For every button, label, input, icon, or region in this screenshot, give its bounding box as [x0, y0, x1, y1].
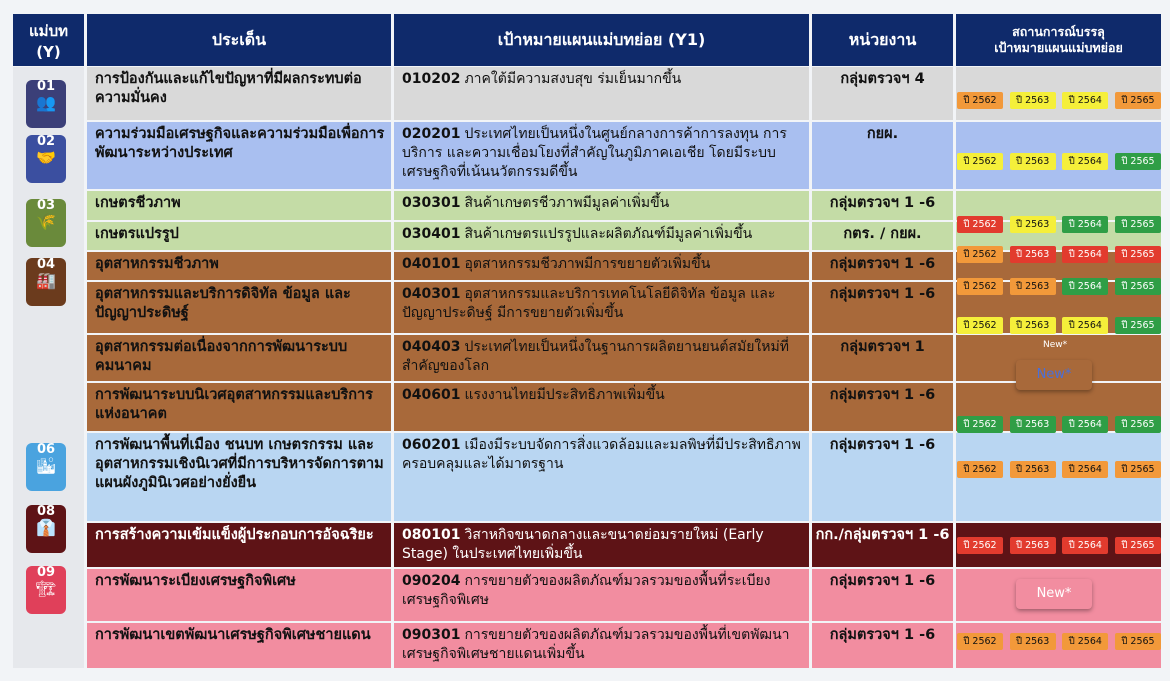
row-unit: กตร. / กยผ.: [812, 222, 953, 250]
row-goal: [394, 282, 809, 333]
status-badge-row: [957, 92, 1161, 109]
goal-text: อุตสาหกรรมและบริการเทคโนโลยีดิจิทัล ข้อมูล และปัญญาประดิษฐ์ มีการขยายตัวเพิ่มขึ้น: [402, 286, 776, 321]
new-badge-button[interactable]: New*: [1016, 360, 1092, 390]
people-icon: 👥: [36, 93, 56, 112]
plan-number: 06: [36, 442, 56, 457]
goal-code: 010202: [402, 71, 461, 87]
plan-icon-01: [26, 80, 66, 128]
plan-icon-09: [26, 566, 66, 614]
status-badge: ปี 2564: [1062, 278, 1108, 295]
plan-icon-02: [26, 135, 66, 183]
status-badge: ปี 2562: [957, 153, 1003, 170]
status-badge: ปี 2562: [957, 537, 1003, 554]
zone-icon: 🏗: [35, 579, 57, 598]
header-plan: แม่บท (Y): [13, 14, 84, 66]
status-badge: ปี 2565: [1115, 246, 1161, 263]
row-goal: [394, 523, 809, 567]
status-badge: ปี 2565: [1115, 461, 1161, 478]
goal-code: 060201: [402, 437, 461, 453]
status-badge: ปี 2563: [1010, 278, 1056, 295]
row-topic: การพัฒนาเขตพัฒนาเศรษฐกิจพิเศษชายแดน: [87, 623, 391, 668]
status-badge: ปี 2564: [1062, 216, 1108, 233]
row-unit: กลุ่มตรวจฯ 4: [812, 67, 953, 120]
plan-number: 01: [36, 79, 56, 94]
row-goal: [394, 335, 809, 381]
goal-code: 090301: [402, 627, 461, 643]
city-icon: 🏙: [35, 456, 57, 475]
row-unit: กลุ่มตรวจฯ 1 -6: [812, 623, 953, 668]
status-badge: ปี 2562: [957, 246, 1003, 263]
row-unit: กยผ.: [812, 122, 953, 189]
row-unit: กลุ่มตรวจฯ 1: [812, 335, 953, 381]
row-goal: [394, 191, 809, 220]
status-badge: ปี 2564: [1062, 92, 1108, 109]
status-badge: ปี 2564: [1062, 633, 1108, 650]
status-badge-row: [957, 461, 1161, 478]
plan-number: 03: [36, 198, 56, 213]
status-badge: ปี 2564: [1062, 317, 1108, 334]
row-topic: เกษตรแปรรูป: [87, 222, 391, 250]
new-label-small: New*: [1043, 340, 1068, 350]
status-badge-row: [957, 317, 1161, 334]
status-badge: ปี 2562: [957, 216, 1003, 233]
status-badge: ปี 2565: [1115, 92, 1161, 109]
status-badge-row: [957, 278, 1161, 295]
goal-code: 040301: [402, 286, 461, 302]
header-unit: หน่วยงาน: [812, 14, 953, 66]
new-badge-button[interactable]: New*: [1016, 579, 1092, 609]
status-badge: ปี 2563: [1010, 461, 1056, 478]
row-topic: เกษตรชีวภาพ: [87, 191, 391, 220]
goal-code: 030301: [402, 195, 461, 211]
row-unit: กลุ่มตรวจฯ 1 -6: [812, 433, 953, 521]
goal-code: 020201: [402, 126, 461, 142]
row-topic: การพัฒนาระเบียงเศรษฐกิจพิเศษ: [87, 569, 391, 621]
goal-text: สินค้าเกษตรชีวภาพมีมูลค่าเพิ่มขึ้น: [464, 195, 670, 211]
status-badge: ปี 2562: [957, 278, 1003, 295]
row-topic: การป้องกันและแก้ไขปัญหาที่มีผลกระทบต่อความมั่นคง: [87, 67, 391, 120]
status-badge: ปี 2562: [957, 92, 1003, 109]
status-badge: ปี 2564: [1062, 246, 1108, 263]
status-badge-row: [957, 416, 1161, 433]
status-badge-row: [957, 537, 1161, 554]
row-topic: อุตสาหกรรมต่อเนื่องจากการพัฒนาระบบคมนาคม: [87, 335, 391, 381]
status-badge: ปี 2565: [1115, 216, 1161, 233]
plan-number: 04: [36, 257, 56, 272]
row-goal: [394, 222, 809, 250]
status-badge: ปี 2565: [1115, 633, 1161, 650]
status-badge: ปี 2564: [1062, 153, 1108, 170]
row-topic: การสร้างความเข้มแข็งผู้ประกอบการอัจฉริยะ: [87, 523, 391, 567]
goal-code: 080101: [402, 527, 461, 543]
handshake-icon: 🤝: [36, 148, 56, 167]
status-badge: ปี 2565: [1115, 537, 1161, 554]
status-badge: ปี 2563: [1010, 246, 1056, 263]
plan-icon-04: [26, 258, 66, 306]
row-topic: อุตสาหกรรมชีวภาพ: [87, 252, 391, 280]
row-unit: กลุ่มตรวจฯ 1 -6: [812, 191, 953, 220]
goal-code: 030401: [402, 226, 461, 242]
row-goal: [394, 252, 809, 280]
goal-text: ภาคใต้มีความสงบสุข ร่มเย็นมากขึ้น: [464, 71, 682, 87]
row-goal: [394, 433, 809, 521]
row-unit: กลุ่มตรวจฯ 1 -6: [812, 282, 953, 333]
status-badge: ปี 2565: [1115, 153, 1161, 170]
row-unit: กลุ่มตรวจฯ 1 -6: [812, 383, 953, 431]
row-goal: [394, 122, 809, 189]
goal-text: สินค้าเกษตรแปรรูปและผลิตภัณฑ์มีมูลค่าเพิ่มขึ้น: [464, 226, 753, 242]
status-badge-row: [957, 153, 1161, 170]
header-goal: เป้าหมายแผนแม่บทย่อย (Y1): [394, 14, 809, 66]
status-badge: ปี 2563: [1010, 216, 1056, 233]
row-topic: การพัฒนาพื้นที่เมือง ชนบท เกษตรกรรม และอุตสาหกรรมเชิงนิเวศที่มีการบริหารจัดการตามแผนผังภูมินิเวศอย่างยั่งยืน: [87, 433, 391, 521]
plan-number: 09: [36, 565, 56, 580]
goal-code: 040403: [402, 339, 461, 355]
status-badge: ปี 2563: [1010, 537, 1056, 554]
factory-icon: 🏭: [36, 271, 56, 290]
goal-text: การขยายตัวของผลิตภัณฑ์มวลรวมของพื้นที่เขตพัฒนาเศรษฐกิจพิเศษชายแดนเพิ่มขึ้น: [402, 627, 790, 662]
plan-icon-06: [26, 443, 66, 491]
status-badge: ปี 2564: [1062, 461, 1108, 478]
goal-text: ประเทศไทยเป็นหนึ่งในฐานการผลิตยานยนต์สมัยใหม่ที่สำคัญของโลก: [402, 339, 789, 374]
status-badge: ปี 2562: [957, 317, 1003, 334]
status-badge-row: [957, 633, 1161, 650]
goal-text: อุตสาหกรรมชีวภาพมีการขยายตัวเพิ่มขึ้น: [464, 256, 711, 272]
entrepreneur-icon: 👔: [36, 518, 56, 537]
row-unit: กลุ่มตรวจฯ 1 -6: [812, 252, 953, 280]
plan-icon-08: [26, 505, 66, 553]
goal-code: 090204: [402, 573, 461, 589]
goal-text: แรงงานไทยมีประสิทธิภาพเพิ่มขึ้น: [464, 387, 665, 403]
row-goal: [394, 569, 809, 621]
farmer-icon: 🌾: [36, 212, 56, 231]
row-unit: กก./กลุ่มตรวจฯ 1 -6: [812, 523, 953, 567]
status-badge: ปี 2563: [1010, 92, 1056, 109]
status-badge: ปี 2565: [1115, 317, 1161, 334]
status-badge: ปี 2562: [957, 416, 1003, 433]
goal-code: 040601: [402, 387, 461, 403]
status-badge: ปี 2562: [957, 633, 1003, 650]
goal-text: ประเทศไทยเป็นหนึ่งในศูนย์กลางการค้าการลงทุน การบริการ และความเชื่อมโยงที่สำคัญในภูมิภาคเอเชีย โดยมีระบบเศรษฐกิจที่เน้นนวัตกรรมดีขึ้น: [402, 126, 787, 180]
status-badge: ปี 2562: [957, 461, 1003, 478]
status-badge: ปี 2563: [1010, 317, 1056, 334]
row-topic: ความร่วมมือเศรษฐกิจและความร่วมมือเพื่อการพัฒนาระหว่างประเทศ: [87, 122, 391, 189]
status-badge: ปี 2563: [1010, 153, 1056, 170]
status-badge: ปี 2565: [1115, 278, 1161, 295]
header-status: สถานการณ์บรรลุ เป้าหมายแผนแม่บทย่อย: [956, 14, 1161, 66]
header-topic: ประเด็น: [87, 14, 391, 66]
status-badge: ปี 2563: [1010, 633, 1056, 650]
status-badge-row: [957, 246, 1161, 263]
row-goal: [394, 623, 809, 668]
goal-text: การขยายตัวของผลิตภัณฑ์มวลรวมของพื้นที่ระเบียงเศรษฐกิจพิเศษ: [402, 573, 771, 608]
goal-code: 040101: [402, 256, 461, 272]
row-unit: กลุ่มตรวจฯ 1 -6: [812, 569, 953, 621]
row-topic: การพัฒนาระบบนิเวศอุตสาหกรรมและบริการแห่งอนาคต: [87, 383, 391, 431]
plan-number: 02: [36, 134, 56, 149]
status-badge: ปี 2564: [1062, 416, 1108, 433]
row-topic: อุตสาหกรรมและบริการดิจิทัล ข้อมูล และปัญญาประดิษฐ์: [87, 282, 391, 333]
goal-text: วิสาหกิจขนาดกลางและขนาดย่อมรายใหม่ (Early Stage) ในประเทศไทยเพิ่มขึ้น: [402, 527, 764, 562]
goal-text: เมืองมีระบบจัดการสิ่งแวดล้อมและมลพิษที่มีประสิทธิภาพครอบคลุมและได้มาตรฐาน: [402, 437, 801, 472]
row-goal: [394, 383, 809, 431]
plan-icon-03: [26, 199, 66, 247]
status-badge-row: [957, 216, 1161, 233]
status-badge: ปี 2565: [1115, 416, 1161, 433]
plan-number: 08: [36, 504, 56, 519]
status-badge: ปี 2563: [1010, 416, 1056, 433]
row-goal: [394, 67, 809, 120]
status-badge: ปี 2564: [1062, 537, 1108, 554]
